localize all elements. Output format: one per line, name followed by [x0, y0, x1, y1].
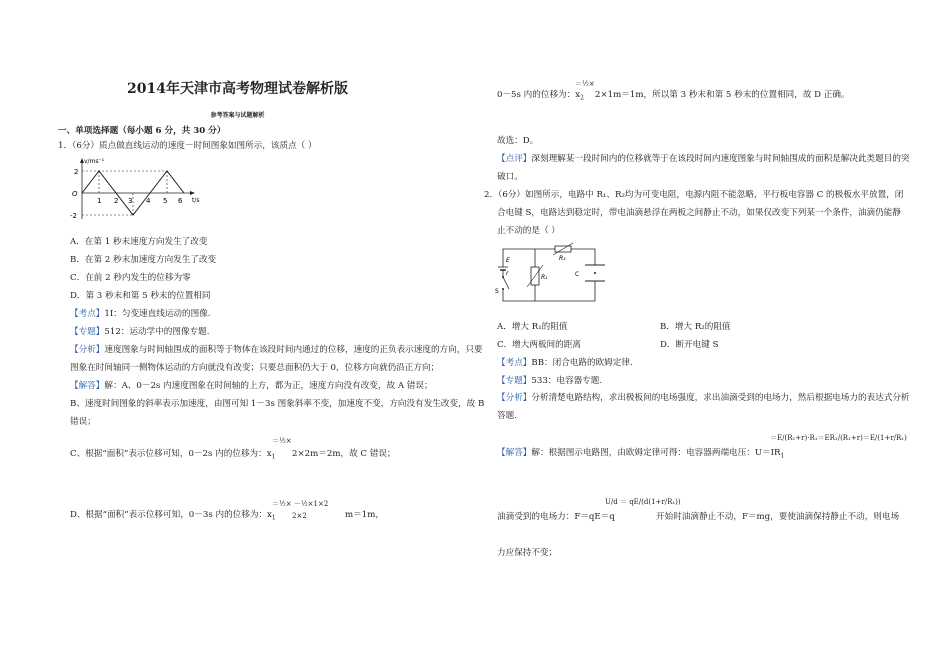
section-heading: 一、单项选择题（每小题 6 分，共 30 分） — [58, 126, 226, 136]
graph-xtick: 5 — [163, 197, 168, 205]
jieda-tag: 【解答】 — [70, 381, 105, 391]
q1-jieda-c-rest: 2×2m＝2m，故 C 错误； — [292, 449, 396, 459]
q1-d-mid: 2×2 — [292, 512, 307, 520]
q2-fenxi-cont: 答题. — [497, 411, 517, 421]
q1-c-fraction: ＝½× — [272, 437, 292, 445]
q1-jieda-c: C、根据“面积”表示位移可知，0－2s 内的位移为：$x_1$ — [70, 449, 276, 461]
kaodian-tag: 【考点】 — [70, 309, 105, 319]
zhuanti-tag: 【专题】 — [70, 327, 105, 337]
circuit-label-r: r — [506, 270, 509, 277]
q1-jieda: 【解答】解：A、0－2s 内速度图象在时间轴的上方，都为正，速度方向没有改变，故 A 错误； — [70, 381, 433, 391]
q2-option-c: C．增大两板间的距离 — [497, 340, 581, 350]
q1-jieda-b-cont: 错误； — [70, 417, 96, 427]
jieda-tag: 【解答】 — [497, 448, 532, 458]
kaodian-tag: 【考点】 — [497, 358, 532, 368]
graph-xtick: 2 — [114, 197, 119, 205]
q2-jieda: 【解答】解：根据图示电路图，由欧姆定律可得：电容器两端电压：$U=IR_1$ — [497, 448, 785, 460]
q1-velocity-graph — [62, 155, 202, 225]
q2-zhuanti: 【专题】533：电容器专题. — [497, 376, 603, 386]
document-title: 2014年天津市高考物理试卷解析版 — [127, 81, 348, 97]
q1-zhuanti: 【专题】512：运动学中的图像专题. — [70, 327, 210, 337]
graph-xtick: 1 — [97, 197, 102, 205]
graph-ylabel: v/ms⁻¹ — [84, 158, 105, 165]
q1-option-b: B．在第 2 秒末加速度方向发生了改变 — [70, 255, 217, 265]
q1-right-line0-rest: 2×1m＝1m，所以第 3 秒末和第 5 秒末的位置相同，故 D 正确。 — [595, 90, 850, 100]
q2-stem-cont2: 止不动的是（ ） — [497, 226, 560, 236]
q2-kaodian: 【考点】BB：闭合电路的欧姆定律. — [497, 358, 633, 368]
circuit-label-r1: R₁ — [541, 274, 548, 281]
circuit-label-r2: R₂ — [559, 255, 566, 262]
q2-formula-force: U/d ＝ qE/(d(1+r/R₁)) — [605, 498, 681, 506]
q1-jieda-d-rest: m＝1m， — [345, 510, 384, 520]
document-subtitle: 参考答案与试题解析 — [210, 112, 265, 119]
fenxi-tag: 【分析】 — [70, 345, 105, 355]
fenxi-tag: 【分析】 — [497, 393, 532, 403]
q1-dianping-cont: 破口。 — [497, 172, 523, 182]
dianping-tag: 【点评】 — [497, 154, 532, 164]
q2-stem: 2．（6分）如图所示，电路中 R₁、R₂均为可变电阻，电源内阻不能忽略，平行板电容器 C 的极板水平放置，闭 — [484, 190, 904, 200]
right-fraction: ＝½× — [575, 80, 595, 88]
q1-d-fraction: ＝½× －½×1×2 — [272, 500, 329, 508]
q2-option-d: D．断开电键 S — [660, 340, 719, 350]
q2-option-a: A．增大 R₁的阻值 — [497, 322, 568, 332]
q1-dianping: 【点评】深刻理解某一段时间内的位移就等于在该段时间内速度图象与时间轴围成的面积是解决此类题目的突 — [497, 154, 910, 164]
circuit-label-s: S — [495, 288, 499, 295]
q1-stem: 1．（6分）质点做直线运动的速度－时间图象如图所示，该质点（ ） — [58, 141, 317, 151]
graph-xtick: 6 — [178, 197, 183, 205]
graph-xtick: 4 — [146, 197, 151, 205]
q2-force-line-cont: 开始时油滴静止不动，F＝mg，要使油滴保持静止不动，则电场 — [656, 512, 900, 522]
q1-option-c: C．在前 2 秒内发生的位移为零 — [70, 273, 191, 283]
q1-jieda-b: B、速度时间图象的斜率表示加速度，由图可知 1－3s 图象斜率不变，加速度不变，方向没有发生改变，故 B — [70, 399, 485, 409]
circuit-label-e: E — [506, 257, 510, 264]
q2-fenxi: 【分析】分析清楚电路结构，求出极板间的电场强度，求出油滴受到的电场力，然后根据电场力的表达式分析 — [497, 393, 910, 403]
zhuanti-tag: 【专题】 — [497, 376, 532, 386]
graph-xlabel: t/s — [192, 197, 200, 204]
q1-option-d: D．第 3 秒末和第 5 秒末的位置相同 — [70, 291, 211, 301]
q1-kaodian: 【考点】1I：匀变速直线运动的图像. — [70, 309, 211, 319]
q2-option-b: B．增大 R₂的阻值 — [660, 322, 731, 332]
q2-stem-cont: 合电键 S，电路达到稳定时，带电油滴悬浮在两板之间静止不动，如果仅改变下列某一个条件，油滴仍能静 — [497, 208, 901, 218]
q2-last-line: 力应保持不变； — [497, 548, 558, 558]
q2-circuit-diagram — [495, 245, 607, 307]
graph-y-neg: -2 — [70, 212, 77, 220]
q1-right-line0: 0－5s 内的位移为：$x_2$ — [497, 90, 584, 102]
q1-answer: 故选：D。 — [497, 136, 539, 146]
q1-jieda-d: D、根据“面积”表示位移可知，0－3s 内的位移为：$x_1$ — [70, 510, 276, 522]
circuit-label-c: C — [575, 271, 580, 278]
q1-option-a: A．在第 1 秒末速度方向发生了改变 — [70, 237, 208, 247]
q1-fenxi: 【分析】速度图象与时间轴围成的面积等于物体在该段时间内通过的位移，速度的正负表示速度的方向，只要 — [70, 345, 483, 355]
q2-force-line: 油滴受到的电场力：F＝qE＝q — [497, 512, 615, 522]
q1-fenxi-cont: 图象在时间轴同一侧物体运动的方向就没有改变；只要总面积仍大于 0，位移方向就仍沿正方向； — [70, 363, 440, 373]
graph-origin: O — [72, 190, 78, 198]
q2-formula-voltage: ＝E/(R₁+r)·R₁＝ER₁/(R₁+r)＝E/(1+r/R₁) — [770, 434, 907, 442]
graph-y-pos: 2 — [74, 168, 79, 176]
graph-xtick: 3 — [128, 197, 133, 205]
